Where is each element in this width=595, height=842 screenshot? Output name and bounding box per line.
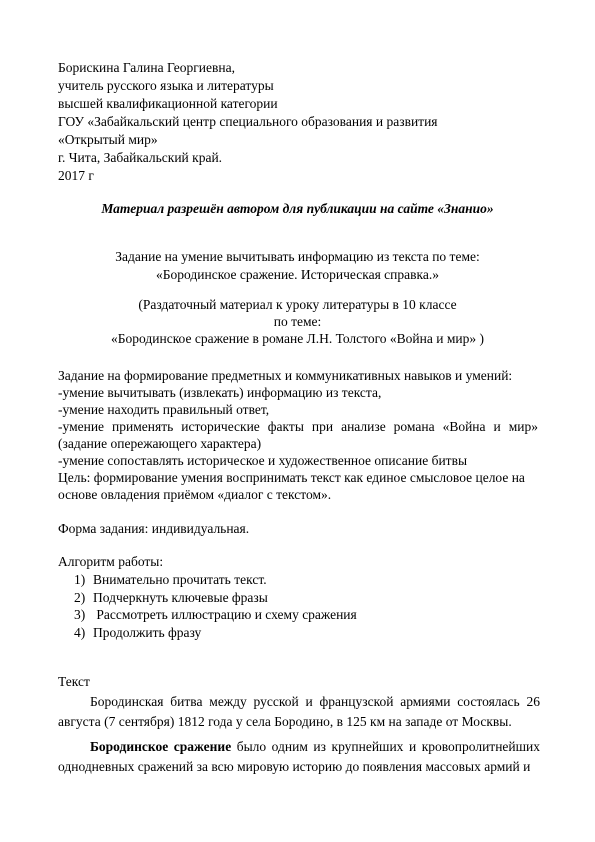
author-position: учитель русского языка и литературы xyxy=(58,78,274,93)
handout-line3: «Бородинское сражение в романе Л.Н. Толстого «Война и мир» ) xyxy=(111,331,484,346)
skills-intro: Задание на формирование предметных и коммуникативных навыков и умений: xyxy=(58,368,513,383)
algorithm-title: Алгоритм работы: xyxy=(58,554,164,569)
handout-line1: (Раздаточный материал к уроку литературы в 10 классе xyxy=(138,297,457,312)
text-heading: Текст xyxy=(58,674,90,689)
skill-item-3: -умение применять исторические факты при анализе романа «Война и мир» xyxy=(58,419,538,434)
task-title-line2: «Бородинское сражение. Историческая справка.» xyxy=(156,267,439,282)
document-page: Борискина Галина Георгиевна, учитель русского языка и литературы высшей квалификационной категории ГОУ «Забайкальский центр специального образования и развития «Открытый мир» г. Чита, Забайкальский край. 2017 г Материал разрешён автором для публикации на сайте «Знанио» Задание на умение вычитывать информацию из текста по теме: «Бородинское сражение. Историческая справка.» (Раздаточный материал к уроку литературы в 10 классе по теме: «Бородинское сражение в романе Л.Н. Толстого «Война и мир» ) Задание на формирование предметных и коммуникативных навыков и умений: -умение вычитывать (извлекать) информацию из текста, -умение находить правильный ответ, -умение применять исторические факты при анализе романа «Война и мир» (задание опережающего характера) -умение сопоставлять историческое и художественное описание битвы Цель: формирование умения воспринимать текст как единое смысловое целое на основе овладения приёмом «диалог с текстом». Форма задания: индивидуальная. Алгоритм работы: 1) Внимательно прочитать текст. 2) Подчеркнуть ключевые фразы 3) Рассмотреть иллюстрацию и схему сражения 4) Продолжить фразу Текст Бородинская битва между русской и французской армиями состоялась 26 августа (7 сентября) 1812 года у села Бородино, в 125 км на западе от Москвы. Бородинское сражение было одним из крупнейших и кровопролитнейших однодневных сражений за всю мировую историю до появления массовых армий и xyxy=(0,0,595,842)
goal-line2: основе овладения приёмом «диалог с текстом». xyxy=(58,487,332,502)
text-paragraph-2: Бородинское сражение было одним из крупнейших и кровопролитнейших однодневных сражений за всю мировую историю до появления массовых армий и xyxy=(58,739,541,774)
task-form: Форма задания: индивидуальная. xyxy=(58,521,250,536)
author-name: Борискина Галина Георгиевна, xyxy=(58,60,235,75)
text-paragraph-1: Бородинская битва между русской и французской армиями состоялась 26 августа (7 сентября) 1812 года у села Бородино, в 125 км на западе от Москвы. xyxy=(58,694,540,729)
author-category: высшей квалификационной категории xyxy=(58,96,278,111)
author-city: г. Чита, Забайкальский край. xyxy=(58,150,223,165)
goal-line1: Цель: формирование умения воспринимать текст как единое смысловое целое на xyxy=(58,470,525,485)
task-title-line1: Задание на умение вычитывать информацию из текста по теме: xyxy=(115,249,480,264)
skill-item-3-note: (задание опережающего характера) xyxy=(58,436,262,451)
permission-notice: Материал разрешён автором для публикации на сайте «Знанио» xyxy=(101,201,494,216)
author-year: 2017 г xyxy=(58,168,94,183)
skill-item-4: -умение сопоставлять историческое и художественное описание битвы xyxy=(58,453,468,468)
skill-item-1: -умение вычитывать (извлекать) информацию из текста, xyxy=(58,385,382,400)
author-org-line2: «Открытый мир» xyxy=(58,132,158,147)
handout-line2: по теме: xyxy=(273,314,322,329)
bold-term: Бородинское сражение xyxy=(90,739,232,754)
skill-item-2: -умение находить правильный ответ, xyxy=(58,402,270,417)
author-org-line1: ГОУ «Забайкальский центр специального образования и развития xyxy=(58,114,438,129)
